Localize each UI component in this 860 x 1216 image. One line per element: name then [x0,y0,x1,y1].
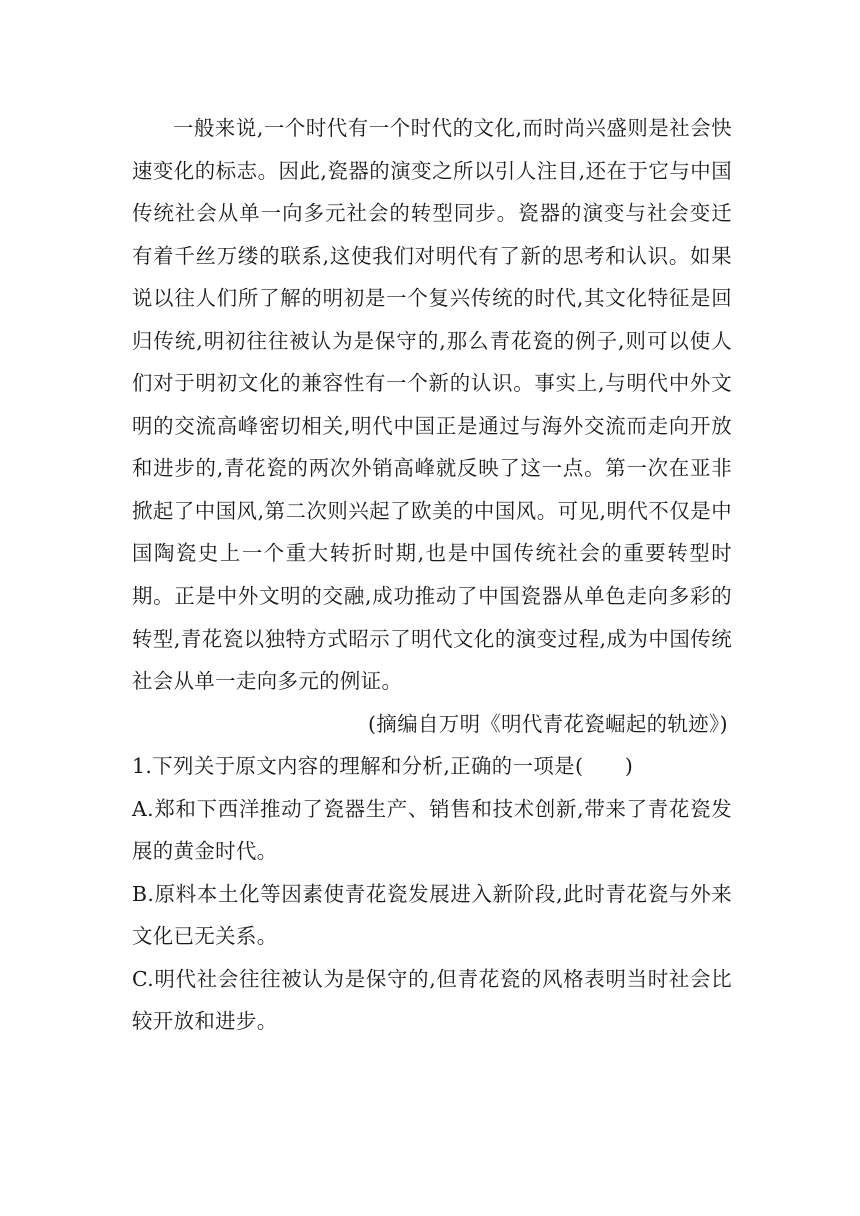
option-c: C.明代社会往往被认为是保守的,但青花瓷的风格表明当时社会比较开放和进步。 [132,966,732,1034]
question-stem: 1.下列关于原文内容的理解和分析,正确的一项是( ) [132,754,634,779]
passage-paragraph: 一般来说,一个时代有一个时代的文化,而时尚兴盛则是社会快速变化的标志。因此,瓷器的演变之所以引人注目,还在于它与中国传统社会从单一向多元社会的转型同步。瓷器的演变与社会变迁有着千丝万缕的联系,这使我们对明代有了新的思考和认识。如果说以往人们所了解的明初是一个复兴传统的时代,其文化特征是回归传统,明初往往被认为是保守的,那么青花瓷的例子,则可以使人们对于明初文化的兼容性有一个新的认识。事实上,与明代中外文明的交流高峰密切相关,明代中国正是通过与海外交流而走向开放和进步的,青花瓷的两次外销高峰就反映了这一点。第一次在亚非掀起了中国风,第二次则兴起了欧美的中国风。可见,明代不仅是中国陶瓷史上一个重大转折时期,也是中国传统社会的重要转型时期。正是中外文明的交融,成功推动了中国瓷器从单色走向多彩的转型,青花瓷以独特方式昭示了明代文化的演变过程,成为中国传统社会从单一走向多元的例证。 [132,116,732,694]
document-page [132,107,732,1043]
option-b: B.原料本土化等因素使青花瓷发展进入新阶段,此时青花瓷与外来文化已无关系。 [132,881,732,949]
option-a: A.郑和下西洋推动了瓷器生产、销售和技术创新,带来了青花瓷发展的黄金时代。 [132,796,732,864]
passage-source: (摘编自万明《明代青花瓷崛起的轨迹》) [368,711,728,736]
